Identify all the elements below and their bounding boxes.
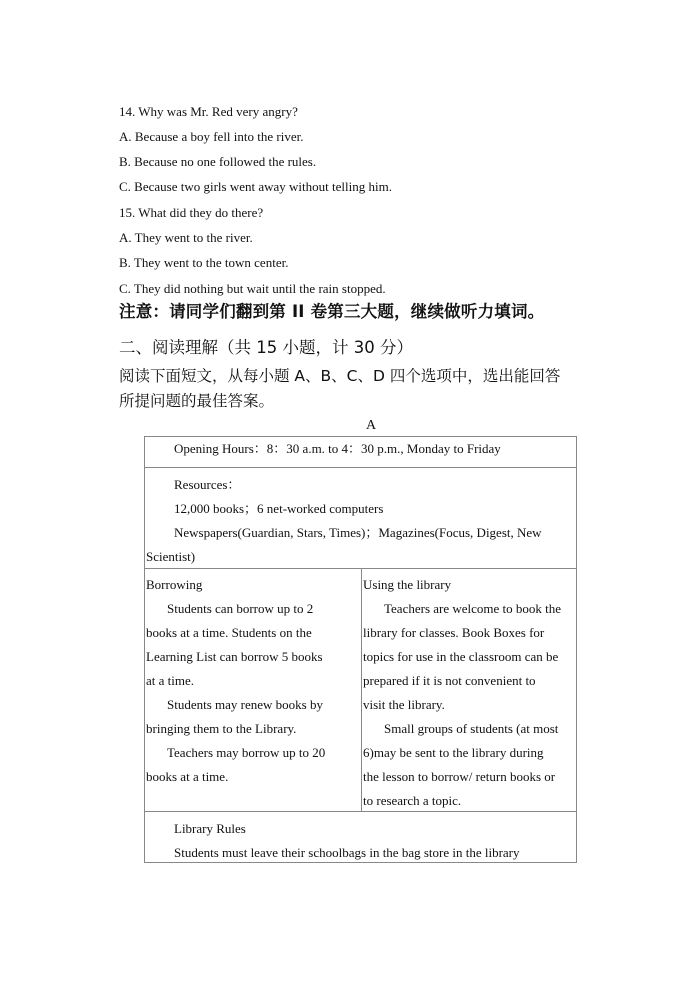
question-15-option-b: B. They went to the town center. xyxy=(119,255,289,270)
question-14-option-c: C. Because two girls went away without telling him. xyxy=(119,179,392,194)
borrowing-line: bringing them to the Library. xyxy=(146,721,297,736)
borrowing-line: books at a time. Students on the xyxy=(146,625,312,640)
question-14-option-b: B. Because no one followed the rules. xyxy=(119,154,317,169)
opening-hours: Opening Hours：8：30 a.m. to 4：30 p.m., Monday to Friday xyxy=(174,441,501,456)
borrowing-line: Students may renew books by xyxy=(167,697,323,712)
resources-newspapers: Newspapers(Guardian, Stars, Times)；Magazines(Focus, Digest, New xyxy=(174,525,542,540)
question-14-option-a: A. Because a boy fell into the river. xyxy=(119,129,304,144)
section-instruction-line1: 阅读下面短文，从每小题 A、B、C、D 四个选项中，选出能回答 xyxy=(119,367,561,385)
resources-books-computers: 12,000 books；6 net-worked computers xyxy=(174,501,384,516)
using-library-line: topics for use in the classroom can be xyxy=(363,649,559,664)
section-title: 二、阅读理解（共 15 小题，计 30 分） xyxy=(119,338,413,357)
resources-heading: Resources： xyxy=(174,477,241,492)
library-rules-heading: Library Rules xyxy=(174,821,246,836)
passage-label: A xyxy=(366,418,377,433)
borrowing-paragraph xyxy=(146,597,358,789)
table-column-divider xyxy=(361,568,362,811)
table-divider xyxy=(145,467,576,468)
listening-notice: 注意：请同学们翻到第 II 卷第三大题，继续做听力填词。 xyxy=(119,302,545,321)
borrowing-line: Teachers may borrow up to 20 xyxy=(167,745,326,760)
using-library-line: Small groups of students (at most xyxy=(384,721,559,736)
using-library-line: 6)may be sent to the library during xyxy=(363,745,544,760)
borrowing-line: books at a time. xyxy=(146,769,229,784)
library-rules-line: Students must leave their schoolbags in the bag store in the library xyxy=(174,845,520,860)
library-info-table xyxy=(144,436,577,863)
using-library-line: prepared if it is not convenient to xyxy=(363,673,536,688)
using-library-line: the lesson to borrow/ return books or xyxy=(363,769,556,784)
borrowing-line: Students can borrow up to 2 xyxy=(167,601,314,616)
using-library-line: library for classes. Book Boxes for xyxy=(363,625,545,640)
using-library-line: to research a topic. xyxy=(363,793,462,808)
using-library-heading: Using the library xyxy=(363,577,452,592)
resources-magazines-cont: Scientist) xyxy=(146,549,196,564)
section-instruction-line2: 所提问题的最佳答案。 xyxy=(119,392,275,410)
using-library-line: Teachers are welcome to book the xyxy=(384,601,562,616)
borrowing-heading: Borrowing xyxy=(146,577,203,592)
question-15-stem: 15. What did they do there? xyxy=(119,205,264,220)
borrowing-line: Learning List can borrow 5 books xyxy=(146,649,323,664)
question-14-stem: 14. Why was Mr. Red very angry? xyxy=(119,104,298,119)
question-15-option-c: C. They did nothing but wait until the rain stopped. xyxy=(119,281,386,296)
borrowing-line: at a time. xyxy=(146,673,195,688)
question-15-option-a: A. They went to the river. xyxy=(119,230,253,245)
using-library-paragraph xyxy=(363,597,576,813)
using-library-line: visit the library. xyxy=(363,697,445,712)
